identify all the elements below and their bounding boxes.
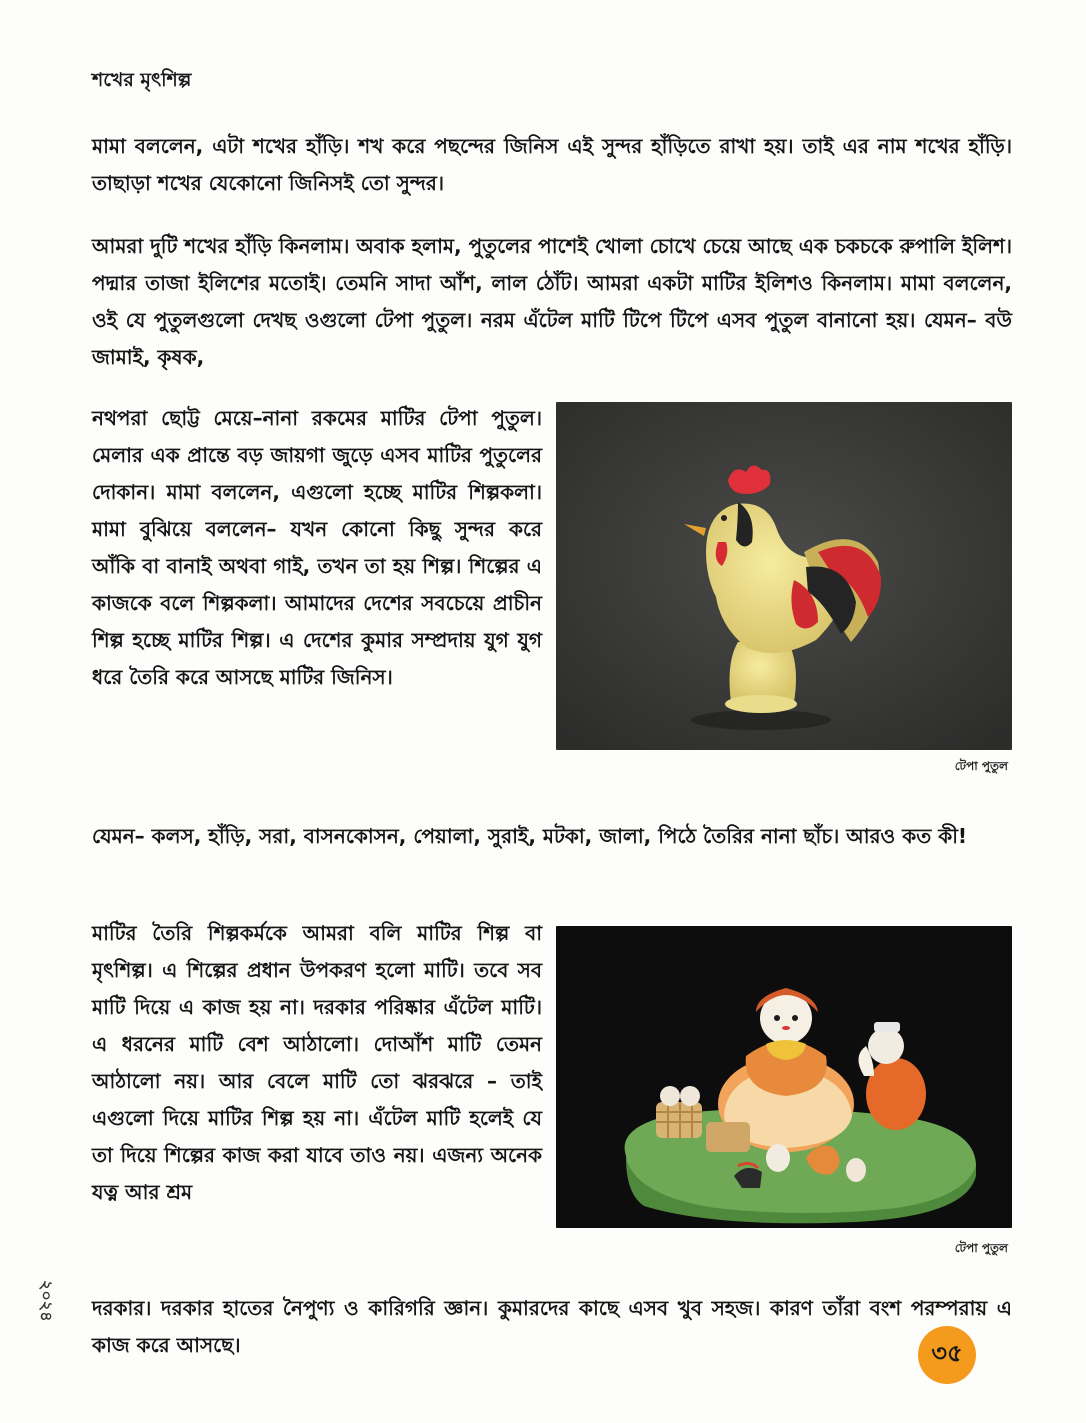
paragraph-2-wrapped: নথপরা ছোট্ট মেয়ে–নানা রকমের মাটির টেপা পুতুল। মেলার এক প্রান্তে বড় জায়গা জুড়ে এসব মাটির পুতুলের দোকান। মামা বললেন, এগুলো হচ্ছে মাটির শিল্পকলা। মামা বুঝিয়ে বললেন– যখন কোনো কিছু সুন্দর করে আঁকি বা বানাই অথবা গাই, তখন তা হয় শিল্প। শিল্পের এ কাজকে বলে শিল্পকলা। আমাদের দেশের সবচেয়ে প্রাচীন শিল্প হচ্ছে মাটির শিল্প। এ দেশের কুমার সম্প্রদায় যুগ যুগ ধরে তৈরি করে আসছে মাটির জিনিস। bbox=[92, 406, 542, 689]
rooster-photo-caption: টেপা পুতুল bbox=[954, 759, 1008, 773]
paragraph-2: আমরা দুটি শখের হাঁড়ি কিনলাম। অবাক হলাম, পুতুলের পাশেই খোলা চোখে চেয়ে আছে এক চকচকে রুপালি ইলিশ। পদ্মার তাজা ইলিশের মতোই। তেমনি সাদা আঁশ, লাল ঠোঁট। আমরা একটা মাটির ইলিশও কিনলাম। মামা বললেন, ওই যে পুতুলগুলো দেখছ ওগুলো টেপা পুতুল। নরম এঁটেল মাটি টিপে টিপে এসব পুতুল বানানো হয়। যেমন– বউ জামাই, কৃষক, bbox=[92, 234, 1012, 369]
paragraph-2-end: যেমন– কলস, হাঁড়ি, সরা, বাসনকোসন, পেয়ালা, সুরাই, মটকা, জালা, পিঠে তৈরির নানা ছাঁচ। আরও কত কী! bbox=[92, 824, 968, 848]
figurine-photo-caption: টেপা পুতুল bbox=[954, 1241, 1008, 1255]
paragraph-3-wrapped: মাটির তৈরি শিল্পকর্মকে আমরা বলি মাটির শিল্প বা মৃৎশিল্প। এ শিল্পের প্রধান উপকরণ হলো মাটি। তবে সব মাটি দিয়ে এ কাজ হয় না। দরকার পরিষ্কার এঁটেল মাটি। এ ধরনের মাটি বেশ আঠালো। দোআঁশ মাটি তেমন আঠালো নয়। আর বেলে মাটি তো ঝরঝরে – তাই এগুলো দিয়ে মাটির শিল্প হয় না। এঁটেল মাটি হলেই যে তা দিয়ে শিল্পের কাজ করা যাবে তাও নয়। এজন্য অনেক যত্ন আর শ্রম bbox=[92, 921, 542, 1204]
paragraph-1: মামা বললেন, এটা শখের হাঁড়ি। শখ করে পছন্দের জিনিস এই সুন্দর হাঁড়িতে রাখা হয়। তাই এর নাম শখের হাঁড়ি। তাছাড়া শখের যেকোনো জিনিসই তো সুন্দর। bbox=[92, 134, 1012, 195]
side-year-label: ২০২৪ bbox=[37, 1280, 56, 1322]
rooster-doll-photo bbox=[556, 402, 1012, 750]
figurine-group-photo bbox=[556, 926, 1012, 1228]
page-header-title: শখের মৃৎশিল্প bbox=[92, 69, 192, 91]
paragraph-3-end: দরকার। দরকার হাতের নৈপুণ্য ও কারিগরি জ্ঞান। কুমারদের কাছে এসব খুব সহজ। কারণ তাঁরা বংশ পরম্পরায় এ কাজ করে আসছে। bbox=[92, 1296, 1012, 1357]
page-number-badge: ৩৫ bbox=[918, 1326, 976, 1384]
